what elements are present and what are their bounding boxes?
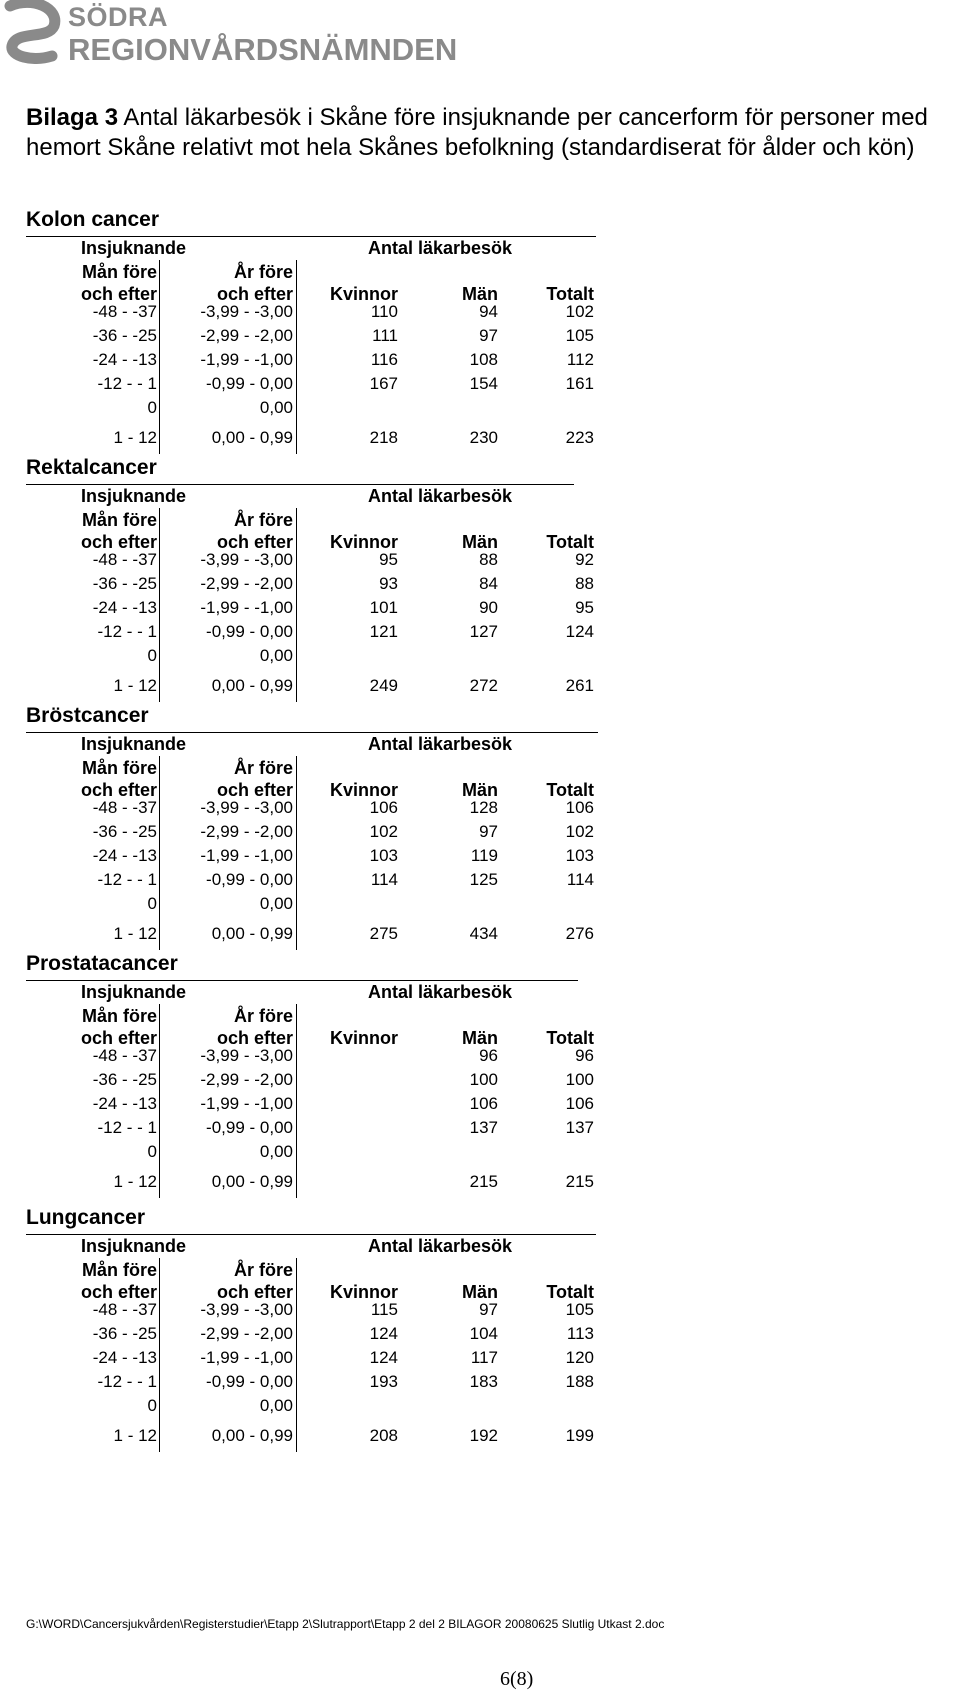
intro-text: Antal läkarbesök i Skåne före insjuknande per cancerform för personer med hemort Skåne relativt mot hela Skånes befolkning (standardiserat för ålder och kön) bbox=[26, 104, 928, 161]
row-man-value: 183 bbox=[469, 1372, 498, 1391]
row-man-value: 154 bbox=[469, 374, 498, 393]
header-och-efter-ar: och efter bbox=[216, 284, 293, 304]
row-man-range: 0 bbox=[147, 646, 157, 665]
row-ar-range: -1,99 - -1,00 bbox=[200, 350, 293, 369]
row-man-range: -36 - -25 bbox=[92, 574, 157, 593]
row-ar-range: 0,00 bbox=[259, 894, 293, 913]
row-totalt-value: 137 bbox=[565, 1118, 594, 1137]
row-totalt-value: 95 bbox=[575, 598, 594, 617]
row-kvinnor-value: 101 bbox=[369, 598, 398, 617]
row-ar-range: -1,99 - -1,00 bbox=[200, 846, 293, 865]
header-man: Män bbox=[462, 1028, 498, 1048]
row-ar-range: 0,00 bbox=[259, 646, 293, 665]
row-ar-range: -1,99 - -1,00 bbox=[200, 1348, 293, 1367]
row-ar-range: -0,99 - 0,00 bbox=[206, 870, 293, 889]
column-divider bbox=[296, 304, 297, 454]
header-man-fore: Mån före bbox=[81, 510, 157, 530]
header-och-efter-man: och efter bbox=[80, 1028, 157, 1048]
column-divider bbox=[296, 756, 297, 800]
row-kvinnor-value: 115 bbox=[370, 1300, 398, 1319]
row-man-value: 106 bbox=[469, 1094, 498, 1113]
row-ar-range: 0,00 bbox=[259, 1396, 293, 1415]
header-och-efter-ar: och efter bbox=[216, 1282, 293, 1302]
row-totalt-value: 199 bbox=[565, 1426, 594, 1445]
page-number: 6(8) bbox=[500, 1668, 534, 1690]
row-man-range: -48 - -37 bbox=[92, 550, 157, 569]
row-kvinnor-value: 193 bbox=[369, 1372, 398, 1391]
header-kvinnor: Kvinnor bbox=[329, 1282, 398, 1302]
row-man-range: -36 - -25 bbox=[92, 822, 157, 841]
row-ar-range: -2,99 - -2,00 bbox=[200, 1324, 293, 1343]
header-kvinnor: Kvinnor bbox=[329, 532, 398, 552]
header-totalt: Totalt bbox=[546, 1028, 594, 1048]
row-man-range: 0 bbox=[147, 1142, 157, 1161]
intro-bold: Bilaga 3 bbox=[26, 104, 119, 131]
column-divider bbox=[296, 800, 297, 950]
row-ar-range: 0,00 - 0,99 bbox=[211, 428, 293, 447]
column-divider bbox=[159, 756, 160, 950]
column-divider bbox=[296, 508, 297, 552]
header-totalt: Totalt bbox=[546, 1282, 594, 1302]
header-ar-fore: År före bbox=[233, 758, 293, 778]
row-ar-range: 0,00 bbox=[259, 398, 293, 417]
header-antal-lakarbesok: Antal läkarbesök bbox=[367, 982, 513, 1002]
header-antal-lakarbesok: Antal läkarbesök bbox=[367, 486, 513, 506]
row-totalt-value: 105 bbox=[565, 1300, 594, 1319]
row-totalt-value: 276 bbox=[565, 924, 594, 943]
row-ar-range: -0,99 - 0,00 bbox=[206, 374, 293, 393]
section-underline bbox=[26, 1234, 596, 1235]
column-divider bbox=[296, 1258, 297, 1302]
section-title: Bröstcancer bbox=[26, 704, 149, 727]
header-totalt: Totalt bbox=[546, 284, 594, 304]
column-divider bbox=[159, 1258, 160, 1452]
header-kvinnor: Kvinnor bbox=[329, 284, 398, 304]
intro-paragraph bbox=[26, 103, 956, 163]
section-underline bbox=[26, 980, 578, 981]
row-man-value: 100 bbox=[469, 1070, 498, 1089]
row-man-range: -12 - - 1 bbox=[97, 870, 157, 889]
header-och-efter-man: och efter bbox=[80, 780, 157, 800]
row-kvinnor-value: 124 bbox=[369, 1324, 398, 1343]
header-man: Män bbox=[462, 780, 498, 800]
row-totalt-value: 215 bbox=[565, 1172, 594, 1191]
header-insjuknande: Insjuknande bbox=[81, 734, 187, 754]
row-ar-range: -2,99 - -2,00 bbox=[200, 326, 293, 345]
row-kvinnor-value: 249 bbox=[369, 676, 398, 695]
row-kvinnor-value: 114 bbox=[370, 870, 398, 889]
row-man-value: 97 bbox=[479, 822, 498, 841]
header-insjuknande: Insjuknande bbox=[81, 982, 187, 1002]
row-totalt-value: 103 bbox=[565, 846, 594, 865]
header-man: Män bbox=[462, 284, 498, 304]
row-man-value: 84 bbox=[479, 574, 498, 593]
row-ar-range: -3,99 - -3,00 bbox=[200, 550, 293, 569]
row-totalt-value: 161 bbox=[565, 374, 594, 393]
row-man-range: -36 - -25 bbox=[92, 1324, 157, 1343]
row-man-range: 1 - 12 bbox=[113, 428, 157, 447]
row-man-range: -24 - -13 bbox=[92, 846, 157, 865]
row-totalt-value: 223 bbox=[565, 428, 594, 447]
header-kvinnor: Kvinnor bbox=[329, 780, 398, 800]
row-ar-range: -0,99 - 0,00 bbox=[206, 1372, 293, 1391]
row-totalt-value: 102 bbox=[565, 822, 594, 841]
row-man-range: 1 - 12 bbox=[113, 676, 157, 695]
column-divider bbox=[159, 508, 160, 702]
row-totalt-value: 106 bbox=[565, 1094, 594, 1113]
cancer-section bbox=[0, 952, 960, 1192]
row-man-value: 125 bbox=[469, 870, 498, 889]
header-kvinnor: Kvinnor bbox=[329, 1028, 398, 1048]
header-och-efter-man: och efter bbox=[80, 284, 157, 304]
cancer-section bbox=[0, 704, 960, 944]
row-man-range: 1 - 12 bbox=[113, 924, 157, 943]
section-title: Kolon cancer bbox=[26, 208, 160, 231]
header-och-efter-ar: och efter bbox=[216, 532, 293, 552]
row-man-range: -24 - -13 bbox=[92, 1094, 157, 1113]
column-divider bbox=[296, 1048, 297, 1198]
row-totalt-value: 100 bbox=[565, 1070, 594, 1089]
row-man-value: 97 bbox=[479, 326, 498, 345]
row-man-range: -48 - -37 bbox=[92, 1046, 157, 1065]
column-divider bbox=[296, 1302, 297, 1452]
row-kvinnor-value: 121 bbox=[369, 622, 398, 641]
row-kvinnor-value: 124 bbox=[369, 1348, 398, 1367]
row-ar-range: 0,00 bbox=[259, 1142, 293, 1161]
row-man-value: 272 bbox=[469, 676, 498, 695]
cancer-section bbox=[0, 456, 960, 696]
row-kvinnor-value: 208 bbox=[369, 1426, 398, 1445]
section-title: Rektalcancer bbox=[26, 456, 157, 479]
header-totalt: Totalt bbox=[546, 780, 594, 800]
header-insjuknande: Insjuknande bbox=[81, 238, 187, 258]
row-totalt-value: 112 bbox=[566, 350, 594, 369]
row-ar-range: -3,99 - -3,00 bbox=[200, 1300, 293, 1319]
column-divider bbox=[296, 1004, 297, 1048]
header-totalt: Totalt bbox=[546, 532, 594, 552]
cancer-section bbox=[0, 208, 960, 448]
row-kvinnor-value: 93 bbox=[379, 574, 398, 593]
row-man-range: 0 bbox=[147, 1396, 157, 1415]
row-man-value: 97 bbox=[479, 1300, 498, 1319]
header-man-fore: Mån före bbox=[81, 758, 157, 778]
header-ar-fore: År före bbox=[233, 1006, 293, 1026]
row-ar-range: 0,00 - 0,99 bbox=[211, 924, 293, 943]
row-kvinnor-value: 102 bbox=[369, 822, 398, 841]
row-totalt-value: 120 bbox=[565, 1348, 594, 1367]
row-ar-range: 0,00 - 0,99 bbox=[211, 676, 293, 695]
row-man-range: -12 - - 1 bbox=[97, 622, 157, 641]
row-kvinnor-value: 111 bbox=[372, 326, 398, 345]
row-totalt-value: 88 bbox=[575, 574, 594, 593]
header-och-efter-ar: och efter bbox=[216, 1028, 293, 1048]
row-totalt-value: 261 bbox=[565, 676, 594, 695]
row-totalt-value: 106 bbox=[565, 798, 594, 817]
row-totalt-value: 105 bbox=[565, 326, 594, 345]
row-ar-range: 0,00 - 0,99 bbox=[211, 1426, 293, 1445]
header-och-efter-man: och efter bbox=[80, 1282, 157, 1302]
row-totalt-value: 113 bbox=[566, 1324, 594, 1343]
header-antal-lakarbesok: Antal läkarbesök bbox=[367, 238, 513, 258]
cancer-section bbox=[0, 1206, 960, 1446]
row-kvinnor-value: 95 bbox=[379, 550, 398, 569]
section-title: Prostatacancer bbox=[26, 952, 178, 975]
row-man-value: 96 bbox=[479, 1046, 498, 1065]
row-ar-range: -0,99 - 0,00 bbox=[206, 1118, 293, 1137]
header-ar-fore: År före bbox=[233, 1260, 293, 1280]
footer-path: G:\WORD\Cancersjukvården\Registerstudier\Etapp 2\Slutrapport\Etapp 2 del 2 BILAGOR 20080625 Slutlig Utkast 2.doc bbox=[26, 1617, 665, 1631]
row-man-range: 0 bbox=[147, 894, 157, 913]
row-kvinnor-value: 167 bbox=[369, 374, 398, 393]
header-man: Män bbox=[462, 532, 498, 552]
row-man-value: 117 bbox=[470, 1348, 498, 1367]
row-man-value: 90 bbox=[479, 598, 498, 617]
row-man-value: 128 bbox=[469, 798, 498, 817]
row-ar-range: -3,99 - -3,00 bbox=[200, 798, 293, 817]
row-man-range: -12 - - 1 bbox=[97, 1372, 157, 1391]
row-ar-range: -3,99 - -3,00 bbox=[200, 1046, 293, 1065]
header-antal-lakarbesok: Antal läkarbesök bbox=[367, 734, 513, 754]
column-divider bbox=[159, 260, 160, 454]
header-man-fore: Mån före bbox=[81, 1260, 157, 1280]
row-man-value: 192 bbox=[469, 1426, 498, 1445]
row-man-value: 215 bbox=[469, 1172, 498, 1191]
row-man-range: -12 - - 1 bbox=[97, 374, 157, 393]
row-man-range: -36 - -25 bbox=[92, 326, 157, 345]
row-ar-range: 0,00 - 0,99 bbox=[211, 1172, 293, 1191]
row-man-range: -36 - -25 bbox=[92, 1070, 157, 1089]
row-man-value: 94 bbox=[479, 302, 498, 321]
row-man-value: 137 bbox=[469, 1118, 498, 1137]
logo-line-1: SÖDRA bbox=[68, 2, 169, 32]
header-ar-fore: År före bbox=[233, 510, 293, 530]
header-insjuknande: Insjuknande bbox=[81, 1236, 187, 1256]
row-ar-range: -1,99 - -1,00 bbox=[200, 1094, 293, 1113]
row-man-range: 1 - 12 bbox=[113, 1426, 157, 1445]
header-och-efter-ar: och efter bbox=[216, 780, 293, 800]
row-kvinnor-value: 116 bbox=[370, 350, 398, 369]
row-man-value: 127 bbox=[469, 622, 498, 641]
row-kvinnor-value: 103 bbox=[369, 846, 398, 865]
row-ar-range: -2,99 - -2,00 bbox=[200, 822, 293, 841]
row-man-value: 119 bbox=[470, 846, 498, 865]
row-man-range: 0 bbox=[147, 398, 157, 417]
row-man-range: -24 - -13 bbox=[92, 1348, 157, 1367]
row-man-range: -48 - -37 bbox=[92, 302, 157, 321]
section-underline bbox=[26, 484, 574, 485]
row-kvinnor-value: 106 bbox=[369, 798, 398, 817]
column-divider bbox=[159, 1004, 160, 1198]
row-man-range: -12 - - 1 bbox=[97, 1118, 157, 1137]
section-underline bbox=[26, 732, 598, 733]
logo bbox=[0, 0, 458, 70]
row-kvinnor-value: 275 bbox=[369, 924, 398, 943]
row-ar-range: -0,99 - 0,00 bbox=[206, 622, 293, 641]
column-divider bbox=[296, 260, 297, 304]
row-kvinnor-value: 110 bbox=[370, 302, 398, 321]
header-man-fore: Mån före bbox=[81, 1006, 157, 1026]
row-totalt-value: 124 bbox=[565, 622, 594, 641]
column-divider bbox=[296, 552, 297, 702]
section-underline bbox=[26, 236, 596, 237]
row-totalt-value: 92 bbox=[575, 550, 594, 569]
row-totalt-value: 96 bbox=[575, 1046, 594, 1065]
header-man: Män bbox=[462, 1282, 498, 1302]
row-man-value: 88 bbox=[479, 550, 498, 569]
row-totalt-value: 102 bbox=[565, 302, 594, 321]
row-man-value: 104 bbox=[469, 1324, 498, 1343]
row-totalt-value: 188 bbox=[565, 1372, 594, 1391]
row-ar-range: -3,99 - -3,00 bbox=[200, 302, 293, 321]
row-totalt-value: 114 bbox=[566, 870, 594, 889]
row-man-range: -48 - -37 bbox=[92, 1300, 157, 1319]
sodra-regionvardsnamnden-logo-icon bbox=[2, 0, 64, 64]
header-ar-fore: År före bbox=[233, 262, 293, 282]
row-man-value: 108 bbox=[469, 350, 498, 369]
row-ar-range: -1,99 - -1,00 bbox=[200, 598, 293, 617]
header-man-fore: Mån före bbox=[81, 262, 157, 282]
row-kvinnor-value: 218 bbox=[369, 428, 398, 447]
section-title: Lungcancer bbox=[26, 1206, 146, 1229]
row-ar-range: -2,99 - -2,00 bbox=[200, 1070, 293, 1089]
row-man-range: 1 - 12 bbox=[113, 1172, 157, 1191]
row-ar-range: -2,99 - -2,00 bbox=[200, 574, 293, 593]
header-antal-lakarbesok: Antal läkarbesök bbox=[367, 1236, 513, 1256]
row-man-value: 230 bbox=[469, 428, 498, 447]
logo-line-2: REGIONVÅRDSNÄMNDEN bbox=[68, 32, 458, 67]
row-man-value: 434 bbox=[469, 924, 498, 943]
header-och-efter-man: och efter bbox=[80, 532, 157, 552]
row-man-range: -24 - -13 bbox=[92, 598, 157, 617]
row-man-range: -24 - -13 bbox=[92, 350, 157, 369]
header-insjuknande: Insjuknande bbox=[81, 486, 187, 506]
row-man-range: -48 - -37 bbox=[92, 798, 157, 817]
